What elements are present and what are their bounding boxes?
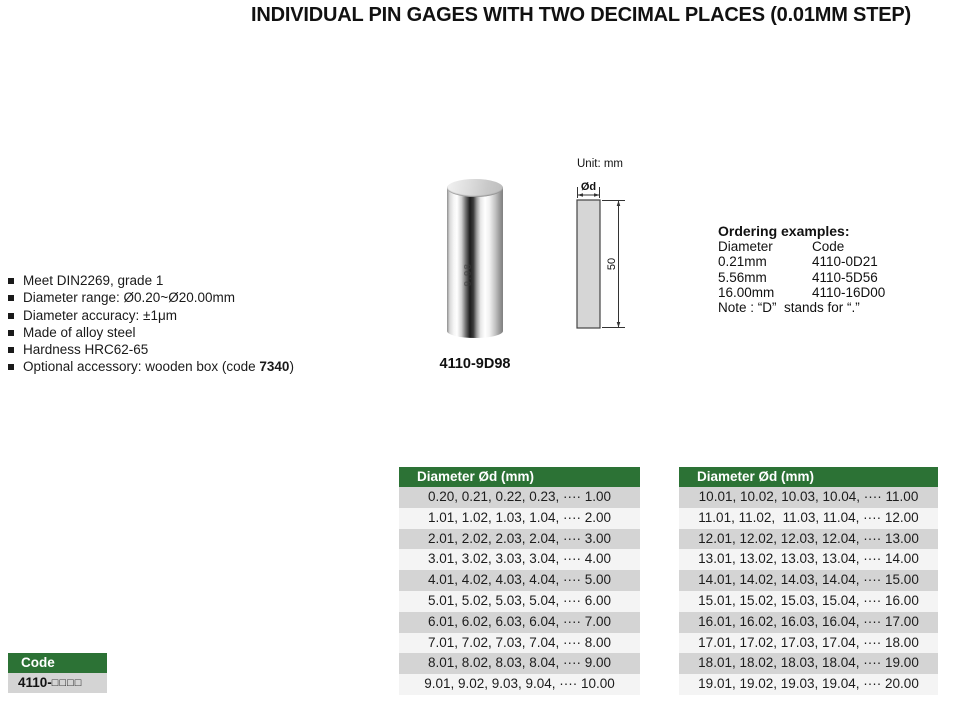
pin-engraved-marking: 9.98 xyxy=(463,263,474,287)
feature-text: Diameter range: Ø0.20~Ø20.00mm xyxy=(23,290,235,306)
code-placeholder-boxes: □□□□ xyxy=(51,677,83,689)
table-row: 1.01, 1.02, 1.03, 1.04, ···· 2.00 xyxy=(399,508,640,529)
ordering-code: 4110-16D00 xyxy=(812,284,886,300)
table-row: 9.01, 9.02, 9.03, 9.04, ···· 10.00 xyxy=(399,674,640,695)
dim-arrow-top xyxy=(617,201,621,207)
table-row: 16.01, 16.02, 16.03, 16.04, ···· 17.00 xyxy=(679,612,938,633)
pin-gage-image xyxy=(447,179,503,338)
ordering-col-diameter: Diameter xyxy=(718,239,773,255)
diameter-table-1 xyxy=(399,467,640,695)
unit-label: Unit: mm xyxy=(577,158,623,170)
dim-arrow-left xyxy=(578,193,584,197)
ordering-examples xyxy=(718,224,948,315)
feature-item xyxy=(8,307,368,324)
pin-top-face xyxy=(447,179,503,197)
feature-text: Meet DIN2269, grade 1 xyxy=(23,273,164,288)
table-row: 18.01, 18.02, 18.03, 18.04, ···· 19.00 xyxy=(679,653,938,674)
table-row: 0.20, 0.21, 0.22, 0.23, ···· 1.00 xyxy=(399,487,640,508)
table-row: 13.01, 13.02, 13.03, 13.04, ···· 14.00 xyxy=(679,549,938,570)
table-body xyxy=(679,487,938,695)
bullet-square-icon xyxy=(8,295,14,301)
dim-arrow-right xyxy=(594,193,600,197)
table-row: 4.01, 4.02, 4.03, 4.04, ···· 5.00 xyxy=(399,570,640,591)
feature-item xyxy=(8,272,368,289)
length-dim-label: 50 xyxy=(606,257,618,271)
ordering-row xyxy=(718,270,948,285)
table-body xyxy=(399,487,640,695)
pin-cylinder-body xyxy=(447,188,503,338)
dimension-drawing xyxy=(555,180,647,340)
product-code-caption: 4110-9D98 xyxy=(439,356,511,372)
table-row: 7.01, 7.02, 7.03, 7.04, ···· 8.00 xyxy=(399,633,640,654)
table-row: 6.01, 6.02, 6.03, 6.04, ···· 7.00 xyxy=(399,612,640,633)
table-row: 19.01, 19.02, 19.03, 19.04, ···· 20.00 xyxy=(679,674,938,695)
table-row: 12.01, 12.02, 12.03, 12.04, ···· 13.00 xyxy=(679,529,938,550)
ordering-rows xyxy=(718,254,948,300)
table-row: 5.01, 5.02, 5.03, 5.04, ···· 6.00 xyxy=(399,591,640,612)
feature-item xyxy=(8,341,368,358)
ordering-diameter: 16.00mm xyxy=(718,284,775,300)
code-box xyxy=(8,653,107,693)
table-row: 10.01, 10.02, 10.03, 10.04, ···· 11.00 xyxy=(679,487,938,508)
bullet-square-icon xyxy=(8,278,14,284)
bullet-square-icon xyxy=(8,330,14,336)
table-header: Diameter Ød (mm) xyxy=(679,467,938,487)
table-row: 8.01, 8.02, 8.03, 8.04, ···· 9.00 xyxy=(399,653,640,674)
feature-item xyxy=(8,358,368,375)
diameter-table-2 xyxy=(679,467,938,695)
code-box-header: Code xyxy=(8,653,107,673)
code-prefix: 4110- xyxy=(18,675,52,690)
feature-text: Diameter accuracy: ±1μm xyxy=(23,307,177,323)
table-row: 3.01, 3.02, 3.03, 3.04, ···· 4.00 xyxy=(399,549,640,570)
bullet-square-icon xyxy=(8,313,14,319)
table-row: 14.01, 14.02, 14.03, 14.04, ···· 15.00 xyxy=(679,570,938,591)
ordering-note: Note : “D” stands for “.” xyxy=(718,300,860,316)
table-row: 2.01, 2.02, 2.03, 2.04, ···· 3.00 xyxy=(399,529,640,550)
feature-item xyxy=(8,289,368,306)
ordering-col-code: Code xyxy=(812,239,845,255)
feature-text: Made of alloy steel xyxy=(23,324,136,340)
drawing-gage-rect xyxy=(577,200,600,328)
ordering-header-row xyxy=(718,239,948,254)
page-title: INDIVIDUAL PIN GAGES WITH TWO DECIMAL PLACES (0.01MM STEP) xyxy=(251,4,911,26)
bullet-square-icon xyxy=(8,347,14,353)
code-box-value xyxy=(8,673,107,693)
ordering-row xyxy=(718,254,948,269)
features-list xyxy=(8,272,368,376)
ordering-row xyxy=(718,285,948,300)
table-row: 15.01, 15.02, 15.03, 15.04, ···· 16.00 xyxy=(679,591,938,612)
ordering-title: Ordering examples: xyxy=(718,223,850,239)
dim-arrow-bottom xyxy=(617,322,621,328)
ordering-diameter: 0.21mm xyxy=(718,254,767,270)
ordering-code: 4110-5D56 xyxy=(812,269,878,285)
table-header: Diameter Ød (mm) xyxy=(399,467,640,487)
table-row: 11.01, 11.02, 11.03, 11.04, ···· 12.00 xyxy=(679,508,938,529)
ordering-code: 4110-0D21 xyxy=(812,254,878,270)
bullet-square-icon xyxy=(8,364,14,370)
feature-text: Hardness HRC62-65 xyxy=(23,342,149,358)
feature-text: Optional accessory: wooden box (code 7340) xyxy=(23,359,294,375)
ordering-diameter: 5.56mm xyxy=(718,269,767,285)
feature-item xyxy=(8,324,368,341)
diameter-dim-label: Ød xyxy=(580,181,597,193)
table-row: 17.01, 17.02, 17.03, 17.04, ···· 18.00 xyxy=(679,633,938,654)
